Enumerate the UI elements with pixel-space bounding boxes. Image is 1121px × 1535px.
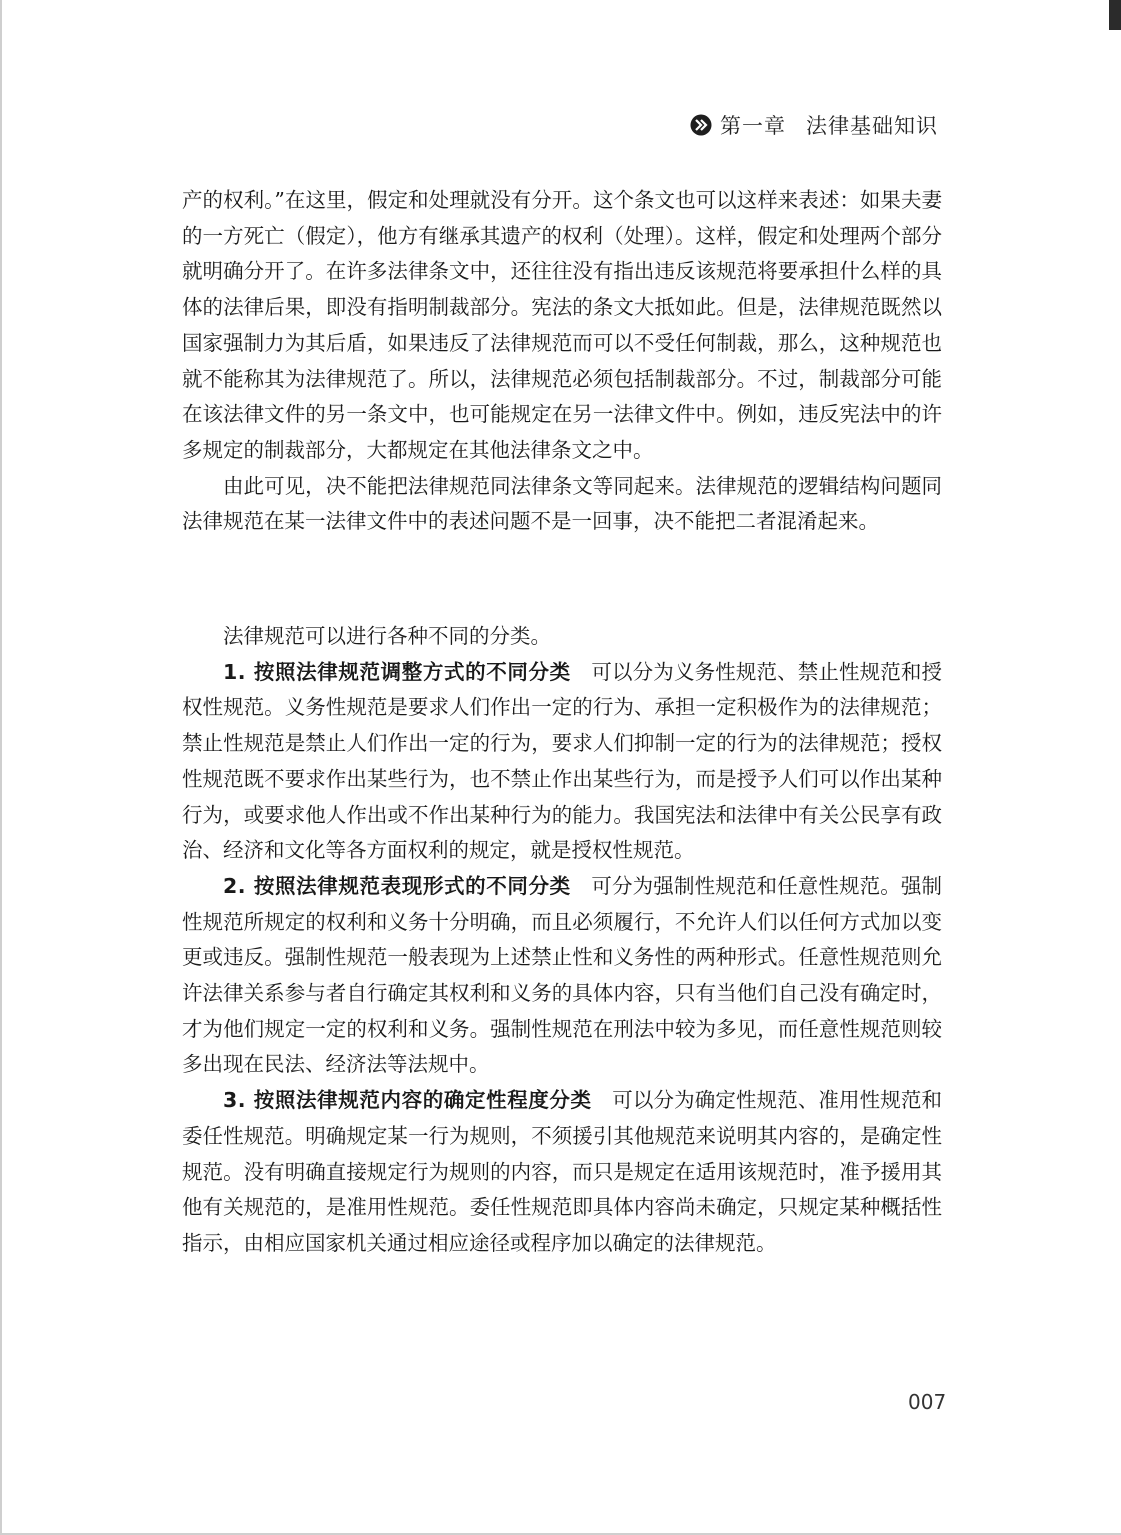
page-edge-mark [1109, 0, 1121, 30]
running-header [690, 110, 938, 140]
page-number: 007 [908, 1390, 947, 1414]
item-3-heading: 3. 按照法律规范内容的确定性程度分类 [223, 1088, 592, 1113]
chevron-double-circle-icon [690, 114, 712, 136]
item-1-body: 可以分为义务性规范、禁止性规范和授权性规范。义务性规范是要求人们作出一定的行为、承担一定积极作为的法律规范；禁止性规范是禁止人们作出一定的行为，要求人们抑制一定的行为的法律规范；授权性规范既不要求作出某些行为，也不禁止作出某些行为，而是授予人们可以作出某种行为，或要求他人作出或不作出某种行为的能力。我国宪法和法律中有关公民享有政治、经济和文化等各方面权利的规定，就是授权性规范。 [182, 659, 943, 863]
classification-item-1 [182, 655, 942, 869]
paragraph-2: 由此可见，决不能把法律规范同法律条文等同起来。法律规范的逻辑结构问题同法律规范在某一法律文件中的表述问题不是一回事，决不能把二者混淆起来。 [182, 473, 942, 534]
body-text [182, 183, 942, 1262]
section-gap [182, 540, 942, 619]
item-2-heading: 2. 按照法律规范表现形式的不同分类 [223, 873, 571, 898]
paragraph-1: 产的权利。”在这里，假定和处理就没有分开。这个条文也可以这样来表述：如果夫妻的一方死亡（假定），他方有继承其遗产的权利（处理）。这样，假定和处理两个部分就明确分开了。在许多法律条文中，还往往没有指出违反该规范将要承担什么样的具体的法律后果，即没有指明制裁部分。宪法的条文大抵如此。但是，法律规范既然以国家强制力为其后盾，如果违反了法律规范而可以不受任何制裁，那么，这种规范也就不能称其为法律规范了。所以，法律规范必须包括制裁部分。不过，制裁部分可能在该法律文件的另一条文中，也可能规定在另一法律文件中。例如，违反宪法中的许多规定的制裁部分，大都规定在其他法律条文之中。 [182, 188, 942, 462]
item-1-heading: 1. 按照法律规范调整方式的不同分类 [223, 659, 571, 684]
item-2-body: 可分为强制性规范和任意性规范。强制性规范所规定的权利和义务十分明确，而且必须履行，不允许人们以任何方式加以变更或违反。强制性规范一般表现为上述禁止性和义务性的两种形式。任意性规范则允许法律关系参与者自行确定其权利和义务的具体内容，只有当他们自己没有确定时，才为他们规定一定的权利和义务。强制性规范在刑法中较为多见，而任意性规范则较多出现在民法、经济法等法规中。 [182, 873, 943, 1077]
classification-item-2 [182, 869, 942, 1083]
item-3-body: 可以分为确定性规范、准用性规范和委任性规范。明确规定某一行为规则，不须援引其他规范来说明其内容的，是确定性规范。没有明确直接规定行为规则的内容，而只是规定在适用该规范时，准予援用其他有关规范的，是准用性规范。委任性规范即具体内容尚未确定，只规定某种概括性指示，由相应国家机关通过相应途径或程序加以确定的法律规范。 [182, 1088, 943, 1255]
classification-item-3 [182, 1083, 942, 1262]
paragraph-3: 法律规范可以进行各种不同的分类。 [223, 624, 551, 649]
chapter-label: 第一章 [720, 114, 786, 138]
chapter-title: 法律基础知识 [806, 114, 938, 138]
